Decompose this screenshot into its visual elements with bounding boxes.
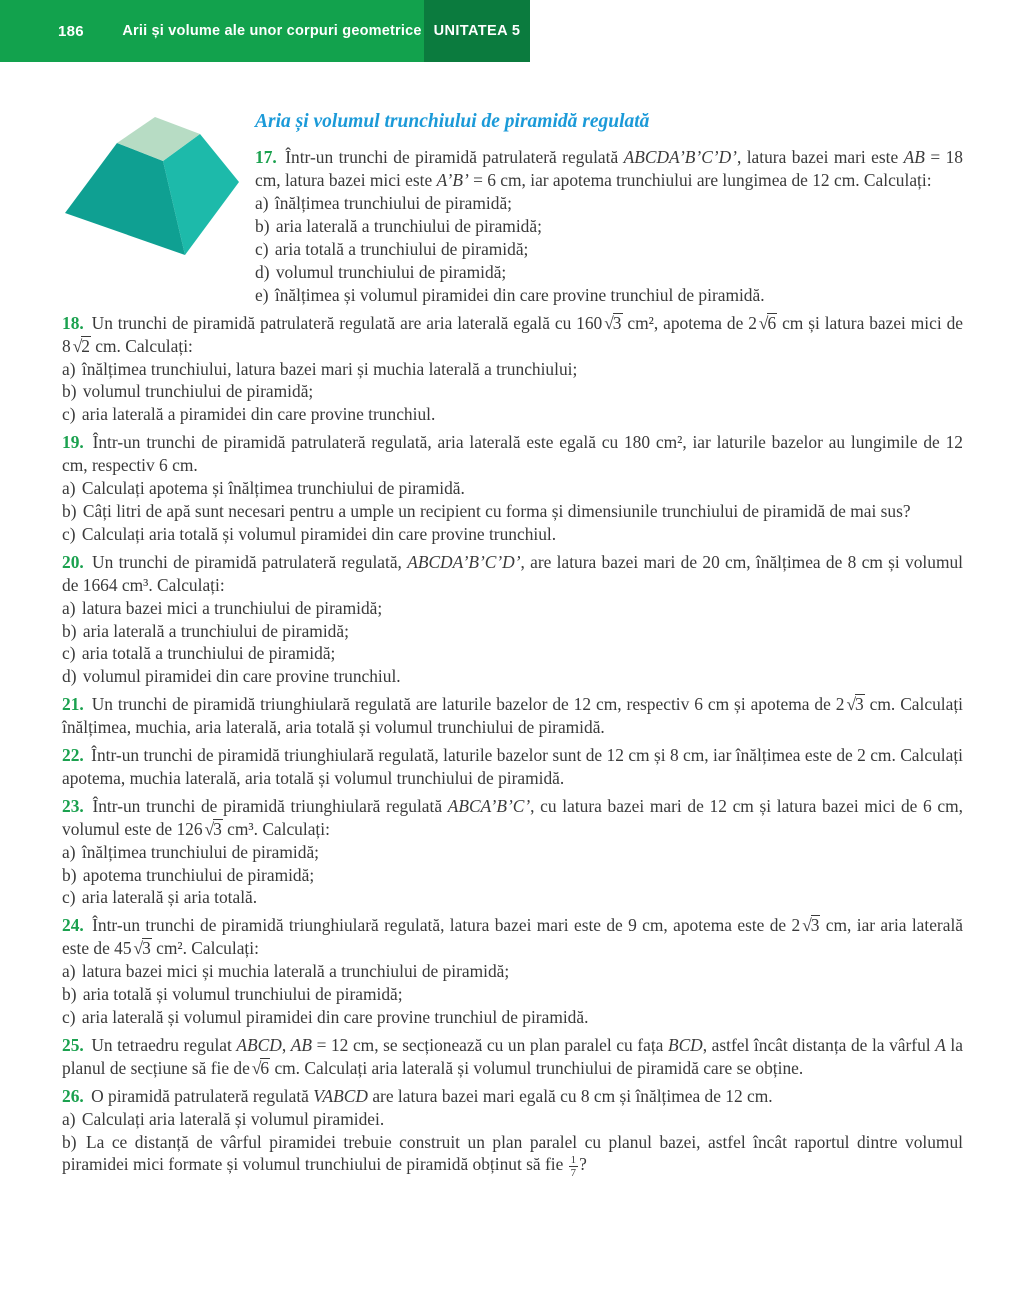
problem-item: c) aria laterală și volumul piramidei din care provine trunchiul de piramidă. [62, 1007, 589, 1028]
problem-number: 26. [62, 1085, 84, 1106]
math-identifier: A’B’ [436, 170, 469, 191]
page-content [62, 106, 963, 1180]
sqrt-expression: √3 [604, 312, 622, 333]
item-label: c) [62, 643, 76, 664]
problem-item: a) Calculați aria laterală și volumul piramidei. [62, 1108, 385, 1129]
math-identifier: ABCD [236, 1034, 282, 1055]
item-label: c) [62, 1007, 76, 1028]
item-label: c) [62, 887, 76, 908]
unit-badge: UNITATEA 5 [424, 0, 530, 62]
problem-item: a) latura bazei mici și muchia laterală a trunchiului de piramidă; [62, 961, 510, 982]
page-header [0, 0, 530, 62]
problem [62, 914, 963, 1029]
item-label: b) [62, 864, 77, 885]
item-label: a) [62, 961, 76, 982]
item-label: c) [62, 523, 76, 544]
problem-item: b) volumul trunchiului de piramidă; [62, 381, 314, 402]
problem-item: b) apotema trunchiului de piramidă; [62, 864, 315, 885]
pyramid-frustum-figure [62, 106, 255, 288]
problem-item: a) Calculați apotema și înălțimea trunchiului de piramidă. [62, 478, 465, 499]
problem-number: 22. [62, 745, 84, 766]
problem-item: b) aria laterală a trunchiului de piramidă; [62, 620, 349, 641]
item-label: b) [62, 381, 77, 402]
item-label: b) [255, 216, 270, 237]
item-label: a) [255, 193, 269, 214]
problem-item: b) La ce distanță de vârful piramidei trebuie construit un plan paralel cu planul bazei, astfel încât raportul dintre volumul piramidei mici formate și volumul trunchiului de piramidă obținut să fie $\frac{1}{7}$ ? [62, 1131, 963, 1180]
problem-item: c) Calculați aria totală și volumul piramidei din care provine trunchiul. [62, 523, 557, 544]
problem-item: e) înălțimea și volumul piramidei din care provine trunchiul de piramidă. [255, 284, 765, 305]
item-label: b) [62, 984, 77, 1005]
math-identifier: ABCA’B’C’ [447, 795, 531, 816]
section-title: Aria și volumul trunchiului de piramidă regulată [255, 111, 650, 132]
problem [62, 312, 963, 427]
math-identifier: ABCDA’B’C’D’ [623, 147, 737, 168]
problem-item: d) volumul piramidei din care provine trunchiul. [62, 666, 401, 687]
problem-number: 20. [62, 551, 84, 572]
problem-item: a) înălțimea trunchiului de piramidă; [255, 193, 512, 214]
sqrt-expression: √2 [72, 335, 90, 356]
item-label: a) [62, 1108, 76, 1129]
page-number: 186 [58, 22, 84, 40]
problem [62, 693, 963, 739]
problem [62, 1085, 963, 1180]
sqrt-expression: √3 [846, 694, 864, 715]
problem-item: a) latura bazei mici a trunchiului de piramidă; [62, 597, 383, 618]
problem-item: c) aria totală a trunchiului de piramidă; [62, 643, 336, 664]
problem-number: 18. [62, 312, 84, 333]
problem-item: d) volumul trunchiului de piramidă; [255, 261, 507, 282]
problem-number: 25. [62, 1034, 84, 1055]
item-label: a) [62, 841, 76, 862]
math-identifier: ABCDA’B’C’D’ [407, 551, 521, 572]
problem [62, 1034, 963, 1080]
problem-intro: 19. Într-un trunchi de piramidă patrulateră regulată, aria laterală este egală cu 180 cm², iar laturile bazelor au lungimile de 12 cm, respectiv 6 cm. [62, 432, 963, 476]
problem-intro: 22. Într-un trunchi de piramidă triunghiulară regulată, laturile bazelor sunt de 12 cm și 8 cm, iar înălțimea este de 2 cm. Calculați apotema, muchia laterală, aria totală și volumul trunchiului de piramidă. [62, 745, 963, 788]
problem [62, 744, 963, 790]
item-label: a) [62, 597, 76, 618]
chapter-title: Arii și volume ale unor corpuri geometrice [122, 23, 422, 39]
problem-intro: 26. O piramidă patrulateră regulată VABCD are latura bazei mari egală cu 8 cm și înălțimea de 12 cm. [62, 1085, 773, 1106]
item-label: b) [62, 500, 77, 521]
sqrt-expression: √6 [758, 312, 777, 333]
problem-item: b) aria laterală a trunchiului de piramidă; [255, 216, 542, 237]
problem-intro: 24. Într-un trunchi de piramidă triunghiulară regulată, latura bazei mari este de 9 cm, apotema este de 2 √3 cm, iar aria laterală este de 45 √3 cm². Calculați: [62, 915, 963, 959]
problem-item: b) aria totală și volumul trunchiului de piramidă; [62, 984, 403, 1005]
item-label: d) [62, 666, 77, 687]
problem-number: 19. [62, 432, 84, 453]
item-label: b) [62, 1131, 77, 1152]
item-label: a) [62, 478, 76, 499]
problem-number: 21. [62, 694, 84, 715]
problem-item: c) aria totală a trunchiului de piramidă; [255, 239, 529, 260]
problems-list [62, 146, 963, 1179]
problem-number: 23. [62, 795, 84, 816]
problem-intro: 20. Un trunchi de piramidă patrulateră regulată, ABCDA’B’C’D’, are latura bazei mari de 20 cm, înălțimea de 8 cm și volumul de 1664 cm³. Calculați: [62, 551, 963, 595]
item-label: c) [255, 239, 269, 260]
problem [62, 431, 963, 546]
item-label: c) [62, 404, 76, 425]
problem-intro: 21. Un trunchi de piramidă triunghiulară regulată are laturile bazelor de 12 cm, respectiv 6 cm și apotema de 2 √3 cm. Calculați înălțimea, muchia, aria laterală, aria totală și volumul trunchiului de piramidă. [62, 694, 963, 738]
problem-number: 17. [255, 147, 277, 168]
pyramid-frustum-illustration [62, 106, 252, 256]
fraction: $\frac{1}{7}$ [570, 1153, 577, 1180]
problem-item: b) Câți litri de apă sunt necesari pentru a umple un recipient cu forma și dimensiunile trunchiului de piramidă de mai sus? [62, 500, 911, 521]
problem-item: a) înălțimea trunchiului, latura bazei mari și muchia laterală a trunchiului; [62, 358, 578, 379]
math-identifier: BCD [667, 1034, 703, 1055]
problem-item: a) înălțimea trunchiului de piramidă; [62, 841, 319, 862]
math-identifier: A [935, 1034, 946, 1055]
item-label: d) [255, 261, 270, 282]
problem-intro: 23. Într-un trunchi de piramidă triunghiulară regulată ABCA’B’C’, cu latura bazei mari de 12 cm și latura bazei mici de 6 cm, volumul este de 126 √3 cm³. Calculați: [62, 795, 963, 839]
problem [62, 551, 963, 688]
problem-intro: 18. Un trunchi de piramidă patrulateră regulată are aria laterală egală cu 160 √3 cm², apotema de 2 √6 cm și latura bazei mici de 8 √2 cm. Calculați: [62, 312, 963, 356]
problem-intro: 25. Un tetraedru regulat ABCD, AB = 12 cm, se secționează cu un plan paralel cu fața BCD, astfel încât distanța de la vârful A la planul de secțiune să fie de √6 cm. Calculați aria laterală și volumul trunchiului de piramidă care se obține. [62, 1034, 963, 1078]
sqrt-expression: √3 [133, 938, 151, 959]
item-label: e) [255, 284, 269, 305]
math-identifier: AB [903, 147, 925, 168]
item-label: b) [62, 620, 77, 641]
item-label: a) [62, 358, 76, 379]
problem [62, 795, 963, 910]
problem-number: 24. [62, 915, 84, 936]
sqrt-expression: √3 [802, 915, 820, 936]
problem-intro: 17. Într-un trunchi de piramidă patrulateră regulată ABCDA’B’C’D’, latura bazei mari este AB = 18 cm, latura bazei mici este A’B’ = 6 cm, iar apotema trunchiului are lungimea de 12 cm. Calculați: [255, 147, 963, 191]
problem-item: c) aria laterală a piramidei din care provine trunchiul. [62, 404, 436, 425]
sqrt-expression: √6 [251, 1057, 270, 1078]
sqrt-expression: √3 [204, 818, 222, 839]
problem-item: c) aria laterală și aria totală. [62, 887, 258, 908]
math-identifier: VABCD [313, 1085, 368, 1106]
math-identifier: AB [290, 1034, 313, 1055]
